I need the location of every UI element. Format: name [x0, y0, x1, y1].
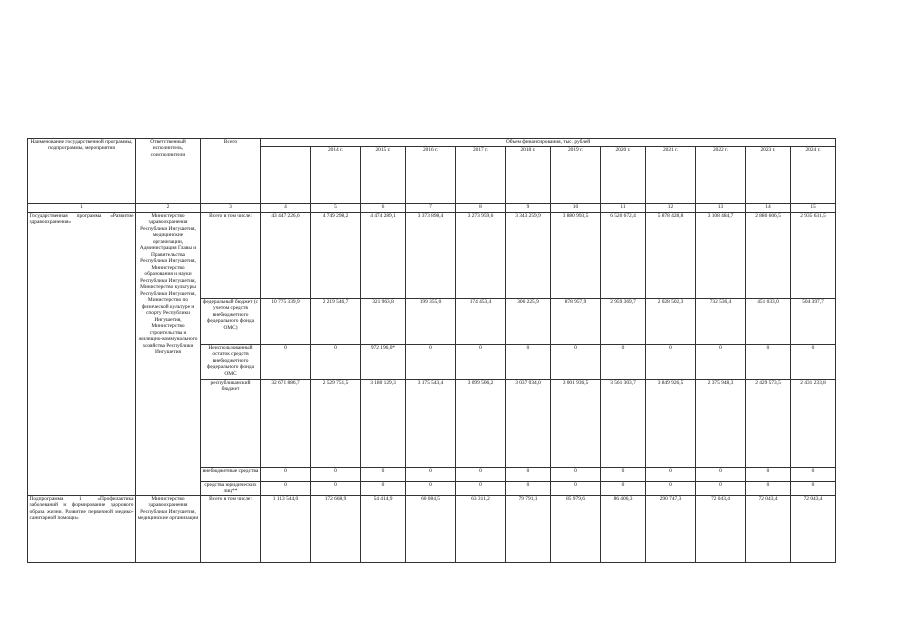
value-cell: 0: [406, 345, 456, 380]
funding-source-label: Неиспользованный остаток средств внебюджетного федерального фонда ОМС: [201, 345, 261, 380]
value-cell: 0: [646, 468, 696, 482]
funding-source-label: республиканский бюджет: [201, 380, 261, 468]
funding-source-label: федеральный бюджет (с учетом средств внебюджетного федерального фонда ОМС): [201, 299, 261, 345]
value-cell: 0: [696, 482, 746, 496]
value-cell: 3 108 484,7: [696, 213, 746, 299]
column-number: 1: [28, 204, 136, 213]
column-number: 8: [456, 204, 506, 213]
value-cell: 0: [696, 468, 746, 482]
header-year: 2021 г.: [646, 147, 696, 204]
value-cell: 6 520 672,4: [601, 213, 646, 299]
value-cell: 0: [746, 345, 791, 380]
column-number: 14: [746, 204, 791, 213]
value-cell: 72 043,4: [746, 495, 791, 562]
value-cell: 2 529 751,5: [311, 380, 361, 468]
value-cell: 72 043,4: [791, 495, 836, 562]
value-cell: 321 963,8: [361, 299, 406, 345]
value-cell: 0: [646, 482, 696, 496]
value-cell: 174 453,4: [456, 299, 506, 345]
value-cell: 504 397,7: [791, 299, 836, 345]
value-cell: 4 474 289,1: [361, 213, 406, 299]
header-year: 2017 г.: [456, 147, 506, 204]
column-number: 6: [361, 204, 406, 213]
value-cell: 972 196,0*: [361, 345, 406, 380]
value-cell: 43 447 226,6: [261, 213, 311, 299]
value-cell: 0: [311, 468, 361, 482]
value-cell: 0: [601, 482, 646, 496]
value-cell: 0: [506, 345, 551, 380]
value-cell: 0: [406, 468, 456, 482]
column-number: 11: [601, 204, 646, 213]
value-cell: 85 979,6: [551, 495, 601, 562]
value-cell: 0: [406, 482, 456, 496]
header-year: 2016 г.: [406, 147, 456, 204]
value-cell: 2 935 631,5: [791, 213, 836, 299]
header-year: 2023 г.: [746, 147, 791, 204]
value-cell: 4 749 298,2: [311, 213, 361, 299]
value-cell: 172 668,9: [311, 495, 361, 562]
header-year: 2019 г.: [551, 147, 601, 204]
value-cell: 0: [261, 482, 311, 496]
subprogram-responsible: Министерство здравоохранения Республики Ингушетия, медицинские организации: [136, 495, 201, 562]
value-cell: 1 113 544,0: [261, 495, 311, 562]
header-program-name: Наименование государственной программы, подпрограммы, мероприятия: [28, 139, 136, 204]
funding-source-label: Всего в том числе:: [201, 495, 261, 562]
value-cell: 3 273 959,6: [456, 213, 506, 299]
value-cell: 3 001 936,5: [551, 380, 601, 468]
value-cell: 451 033,0: [746, 299, 791, 345]
value-cell: 32 671 886,7: [261, 380, 311, 468]
table-body: [28, 139, 836, 563]
value-cell: 3 099 506,2: [456, 380, 506, 468]
value-cell: 54 414,9: [361, 495, 406, 562]
value-cell: 0: [746, 482, 791, 496]
value-cell: 0: [456, 468, 506, 482]
value-cell: 86 406,3: [601, 495, 646, 562]
column-numbers-row: [28, 204, 836, 213]
value-cell: 0: [261, 345, 311, 380]
value-cell: 3 561 303,7: [601, 380, 646, 468]
value-cell: 10 775 339,9: [261, 299, 311, 345]
value-cell: 60 084,5: [406, 495, 456, 562]
column-number: 5: [311, 204, 361, 213]
value-cell: 3 373 898,4: [406, 213, 456, 299]
value-cell: 0: [261, 468, 311, 482]
value-cell: 2 959 369,7: [601, 299, 646, 345]
value-cell: 0: [601, 468, 646, 482]
column-number: 4: [261, 204, 311, 213]
value-cell: 3 849 926,5: [646, 380, 696, 468]
funding-source-label: внебюджетные средства: [201, 468, 261, 482]
funding-source-label: средства юридических лиц**: [201, 482, 261, 496]
value-cell: 2 429 573,5: [746, 380, 791, 468]
header-year: 2014 г.: [311, 147, 361, 204]
funding-source-label: Всего в том числе:: [201, 213, 261, 299]
program-name: Государственная программа «Развитие здравоохранения»: [28, 213, 136, 496]
header-year: 2018 г.: [506, 147, 551, 204]
value-cell: 5 878 428,8: [646, 213, 696, 299]
value-cell: 0: [456, 345, 506, 380]
value-cell: 3 343 259,9: [506, 213, 551, 299]
value-cell: 2 028 502,3: [646, 299, 696, 345]
column-number: 13: [696, 204, 746, 213]
value-cell: 0: [361, 468, 406, 482]
header-responsible: Ответственный исполнитель, соисполнители: [136, 139, 201, 204]
header-year: 2024 г.: [791, 147, 836, 204]
column-number: 2: [136, 204, 201, 213]
value-cell: 3 175 543,4: [406, 380, 456, 468]
value-cell: 306 225,9: [506, 299, 551, 345]
value-cell: 0: [696, 345, 746, 380]
value-cell: 2 431 233,8: [791, 380, 836, 468]
value-cell: 0: [791, 345, 836, 380]
value-cell: 0: [311, 482, 361, 496]
header-financing: Объем финансирования, тыс. рублей: [261, 139, 836, 147]
header-total: Всего: [201, 139, 261, 204]
header-year: 2022 г.: [696, 147, 746, 204]
column-number: 9: [506, 204, 551, 213]
column-number: 15: [791, 204, 836, 213]
value-cell: 0: [791, 468, 836, 482]
value-cell: 199 355,0: [406, 299, 456, 345]
value-cell: 0: [506, 482, 551, 496]
value-cell: 0: [311, 345, 361, 380]
value-cell: 878 957,9: [551, 299, 601, 345]
value-cell: 2 375 948,3: [696, 380, 746, 468]
table-row: [28, 213, 836, 299]
value-cell: 0: [551, 482, 601, 496]
value-cell: 79 791,1: [506, 495, 551, 562]
value-cell: 290 747,3: [646, 495, 696, 562]
value-cell: 2 219 546,7: [311, 299, 361, 345]
header-year: 2020 г.: [601, 147, 646, 204]
value-cell: 0: [746, 468, 791, 482]
column-number: 12: [646, 204, 696, 213]
value-cell: 0: [551, 345, 601, 380]
value-cell: 0: [791, 482, 836, 496]
value-cell: 732 536,4: [696, 299, 746, 345]
value-cell: 0: [456, 482, 506, 496]
subprogram-name: Подпрограмма 1 «Профилактика заболеваний и формирование здорового образа жизни. Развитие первичной медико-санитарной помощи»: [28, 495, 136, 562]
value-cell: 72 043,4: [696, 495, 746, 562]
value-cell: 0: [646, 345, 696, 380]
column-number: 10: [551, 204, 601, 213]
column-number: 7: [406, 204, 456, 213]
value-cell: 0: [506, 468, 551, 482]
value-cell: 63 311,2: [456, 495, 506, 562]
table-row: [28, 495, 836, 562]
value-cell: 0: [601, 345, 646, 380]
header-empty-cell: [261, 147, 311, 204]
program-responsible: Министерство здравоохранения Республики Ингушетия, медицинские организации, Администрация Главы и Правительства Республики Ингушетия, Министерство образования и науки Республики Ингушетия, Министерство культуры Республики Ингушетия, Министерство по физической культуре и спорту Республики Ингушетия, Министерство строительства и жилищно-коммунального хозяйства Республики Ингушетия: [136, 213, 201, 496]
value-cell: 0: [551, 468, 601, 482]
value-cell: 2 880 606,5: [746, 213, 791, 299]
value-cell: 3 037 034,0: [506, 380, 551, 468]
value-cell: 3 180 129,3: [361, 380, 406, 468]
column-number: 3: [201, 204, 261, 213]
value-cell: 3 880 993,5: [551, 213, 601, 299]
value-cell: 0: [361, 482, 406, 496]
header-year: 2015 г.: [361, 147, 406, 204]
financing-table: [27, 138, 836, 563]
